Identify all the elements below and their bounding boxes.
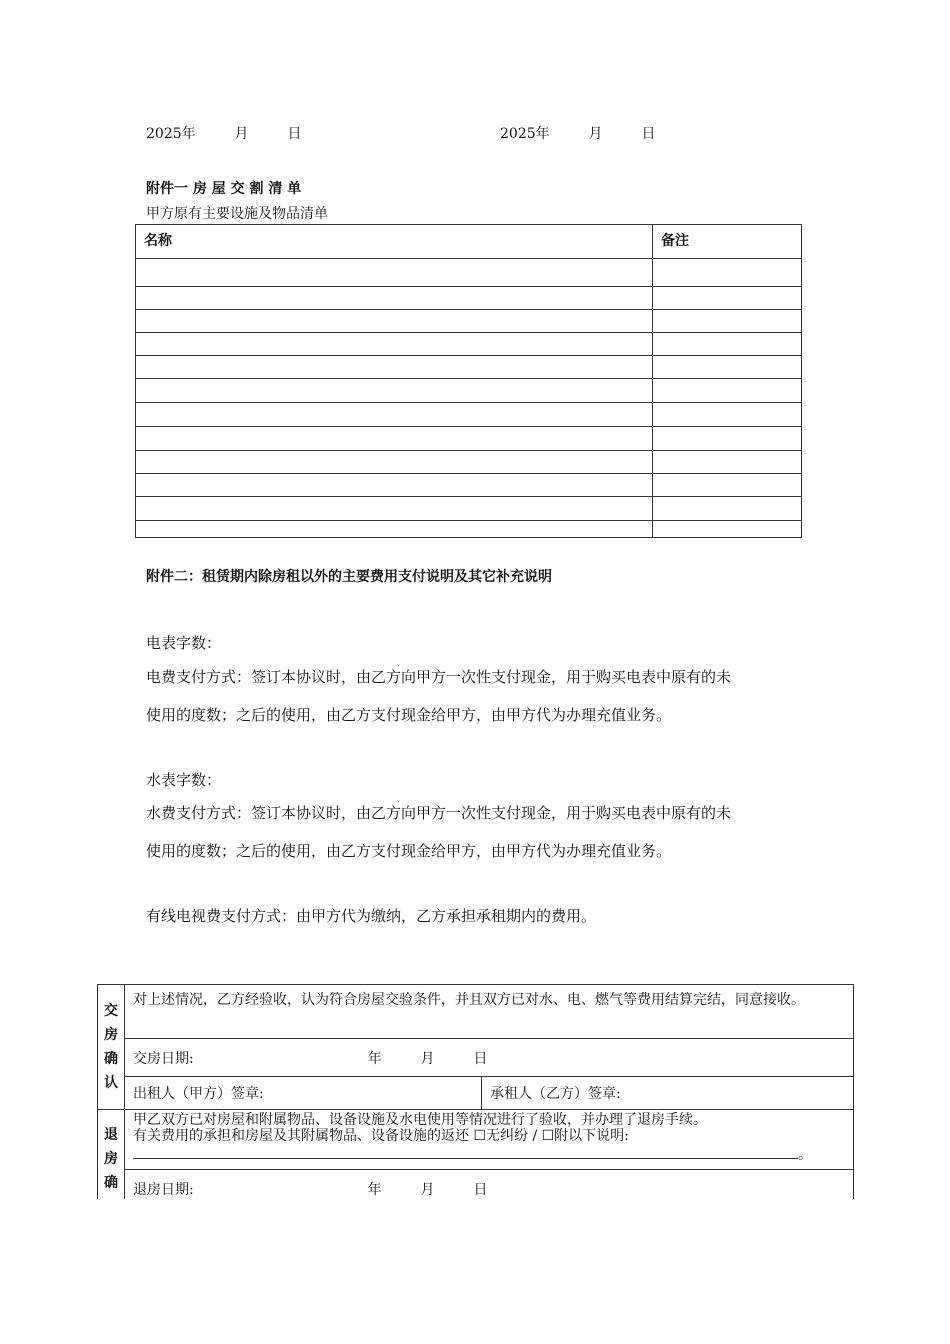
date-line-right <box>500 123 655 143</box>
handover-checklist-table <box>135 224 802 538</box>
table-cell[interactable] <box>653 426 802 450</box>
electric-payment-line2: 使用的度数；之后的使用，由乙方支付现金给甲方，由甲方代为办理充值业务。 <box>146 706 672 724</box>
handover-day: 日 <box>473 1050 488 1067</box>
attachment2-title: 附件二：租赁期内除房租以外的主要费用支付说明及其它补充说明 <box>146 569 552 585</box>
table-cell[interactable] <box>136 333 653 356</box>
checkout-line-end: 。 <box>798 1147 812 1163</box>
table-cell[interactable] <box>653 496 802 520</box>
table-cell[interactable] <box>136 287 653 310</box>
date-month: 月 <box>234 126 249 142</box>
table-cell[interactable] <box>136 310 653 333</box>
table-cell[interactable] <box>653 259 802 287</box>
date-line-left <box>146 123 301 143</box>
table-cell[interactable] <box>136 496 653 520</box>
date-month: 月 <box>588 126 603 142</box>
checkout-statement-line1: 甲乙双方已对房屋和附属物品、设备设施及水电使用等情况进行了验收，并办理了退房手续。 <box>133 1112 707 1128</box>
water-payment-line2: 使用的度数；之后的使用，由乙方支付现金给甲方，由甲方代为办理充值业务。 <box>146 842 672 860</box>
handover-year: 年 <box>367 1050 382 1067</box>
table-cell[interactable] <box>136 356 653 379</box>
checkout-statement <box>125 1110 854 1170</box>
attachment1-title: 附件一 房 屋 交 割 清 单 <box>146 181 302 197</box>
column-header-name: 名称 <box>136 225 653 259</box>
confirmation-table <box>97 984 854 1208</box>
handover-month: 月 <box>420 1050 435 1067</box>
checkout-month: 月 <box>420 1181 435 1198</box>
table-cell[interactable] <box>136 473 653 496</box>
table-cell[interactable] <box>653 287 802 310</box>
lessor-signature[interactable]: 出租人（甲方）签章: <box>125 1077 482 1110</box>
electric-meter-reading: 电表字数： <box>146 634 222 652</box>
table-cell[interactable] <box>653 333 802 356</box>
page-bottom-margin <box>0 1199 950 1344</box>
handover-side-label: 交 房 确 认 <box>98 985 125 1110</box>
table-cell[interactable] <box>136 520 653 537</box>
table-cell[interactable] <box>136 426 653 450</box>
table-cell[interactable] <box>653 356 802 379</box>
checkout-side-label: 退 房 确 <box>98 1110 125 1208</box>
date-year: 2025年 <box>500 126 550 142</box>
table-cell[interactable] <box>653 520 802 537</box>
handover-date-row <box>125 1039 854 1077</box>
table-cell[interactable] <box>653 473 802 496</box>
electric-payment-line1: 电费支付方式：签订本协议时，由乙方向甲方一次性支付现金，用于购买电表中原有的未 <box>146 668 732 686</box>
table-cell[interactable] <box>653 310 802 333</box>
lessee-signature[interactable]: 承租人（乙方）签章: <box>482 1077 854 1110</box>
handover-statement: 对上述情况，乙方经验收，认为符合房屋交验条件，并且双方已对水、电、燃气等费用结算完结，同意接收。 <box>125 985 854 1039</box>
checkout-year: 年 <box>367 1181 382 1198</box>
column-header-remark: 备注 <box>653 225 802 259</box>
table-cell[interactable] <box>136 450 653 473</box>
attachment1-subtitle: 甲方原有主要设施及物品清单 <box>146 206 328 222</box>
checkout-statement-line2: 有关费用的承担和房屋及其附属物品、设备设施的返还 ☐无纠纷 / ☐附以下说明: <box>133 1128 629 1144</box>
water-payment-line1: 水费支付方式：签订本协议时，由乙方向甲方一次性支付现金，用于购买电表中原有的未 <box>146 804 732 822</box>
table-cell[interactable] <box>136 379 653 403</box>
table-cell[interactable] <box>653 450 802 473</box>
date-year: 2025年 <box>146 126 196 142</box>
water-meter-reading: 水表字数： <box>146 771 222 789</box>
table-cell[interactable] <box>653 403 802 426</box>
cable-tv-payment: 有线电视费支付方式：由甲方代为缴纳，乙方承担承租期内的费用。 <box>146 907 597 925</box>
table-cell[interactable] <box>136 259 653 287</box>
checkout-note-blank[interactable] <box>133 1144 798 1159</box>
table-cell[interactable] <box>136 403 653 426</box>
table-cell[interactable] <box>653 379 802 403</box>
checkout-date-label: 退房日期: <box>133 1181 194 1198</box>
checkout-day: 日 <box>473 1181 488 1198</box>
handover-date-label: 交房日期: <box>133 1050 194 1067</box>
date-day: 日 <box>641 126 656 142</box>
date-day: 日 <box>287 126 302 142</box>
